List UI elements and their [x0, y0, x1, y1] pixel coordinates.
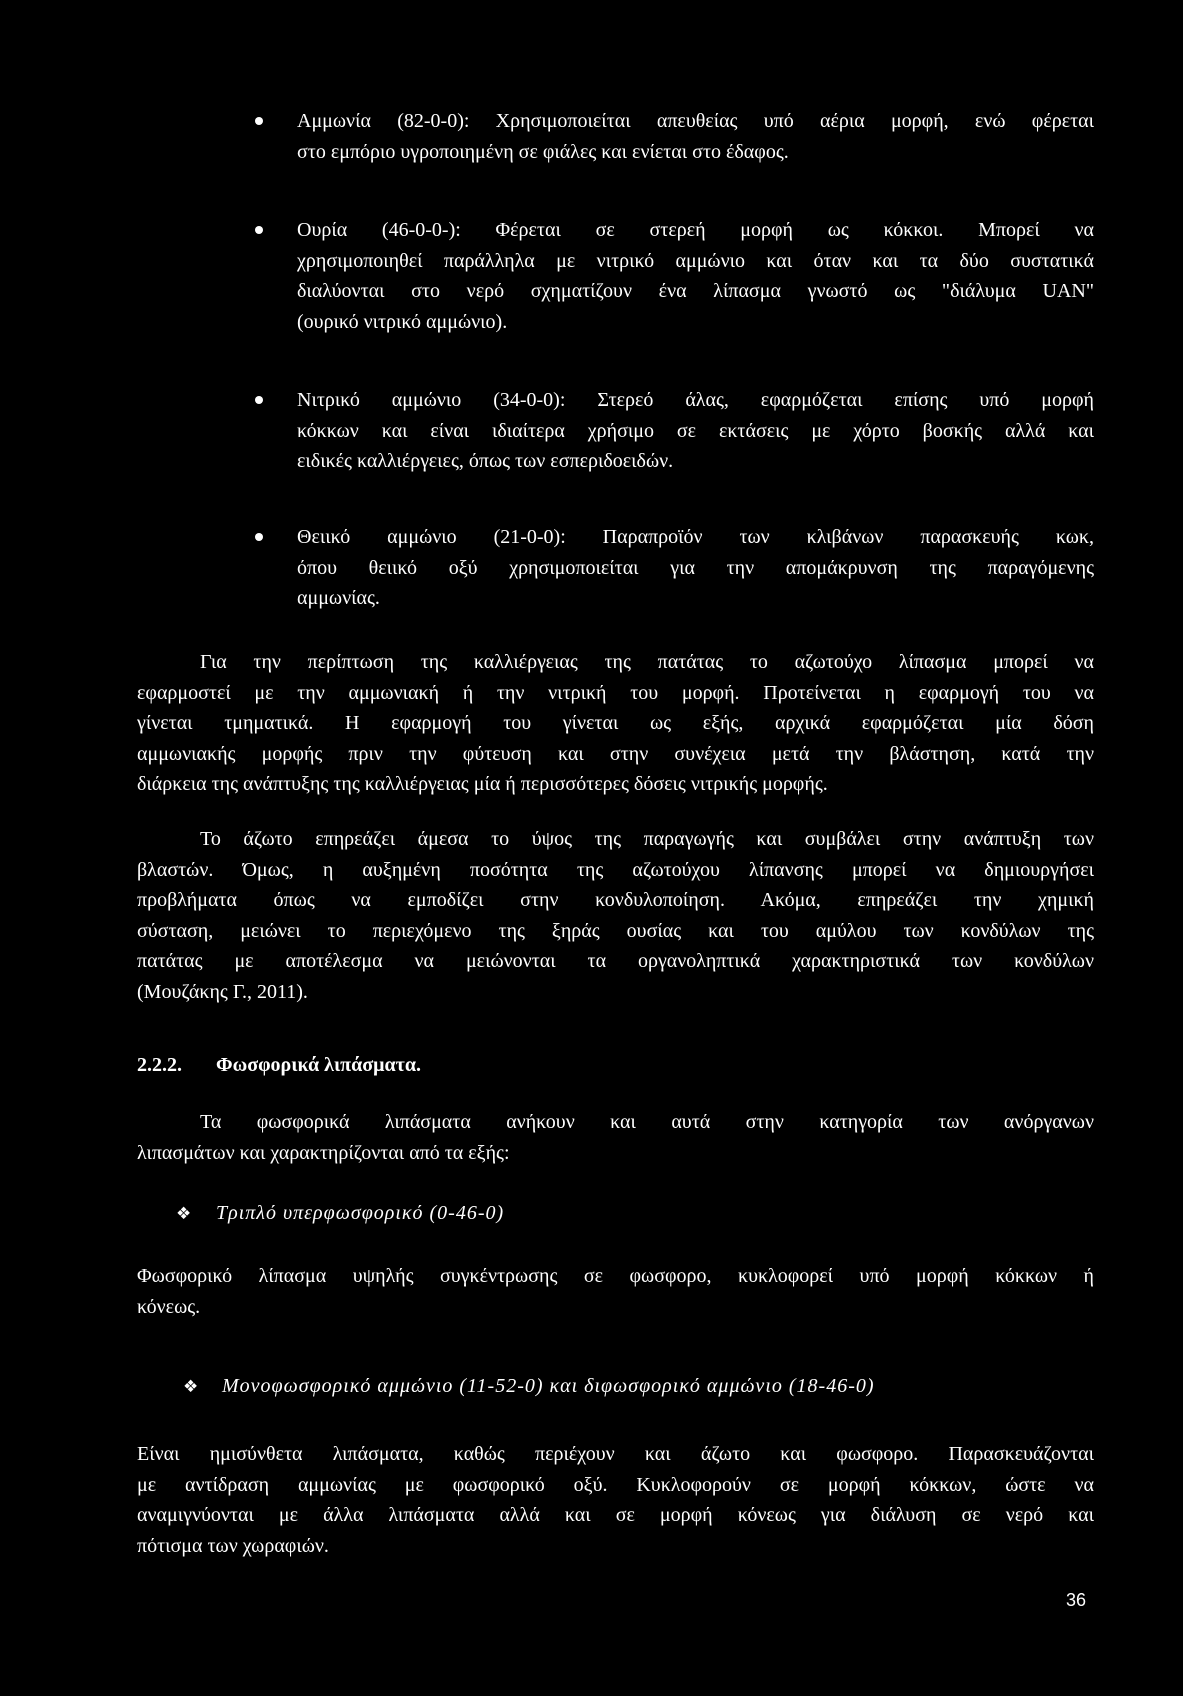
bullet-item-ammonia [297, 106, 1094, 167]
bullet-item-ammonium-nitrate [297, 385, 1094, 477]
subheading-ammonium-phosphates: Μονοφωσφορικό αμμώνιο (11-52-0) και διφωσφορικό αμμώνιο (18-46-0) [222, 1375, 875, 1397]
text-line: προβλήματα όπως να εμποδίζει στην κονδυλοποίηση. Ακόμα, επηρεάζει την χημική [137, 889, 1094, 911]
text-line: γίνεται τμηματικά. Η εφαρμογή του γίνεται ως εξής, αρχικά εφαρμόζεται μία δόση [137, 712, 1094, 734]
page-number: 36 [1066, 1590, 1087, 1610]
bullet-item-ammonium-sulfate [297, 522, 1094, 614]
section-number: 2.2.2. [137, 1054, 182, 1076]
text-line: αμμωνιακής μορφής πριν την φύτευση και στην συνέχεια μετά την βλάστηση, κατά την [137, 742, 1094, 765]
bullet-dot-icon [255, 226, 263, 234]
section-title: Φωσφορικά λιπάσματα. [216, 1054, 422, 1076]
paragraph-nitrogen-effects [137, 824, 1094, 1007]
text-line: κόκκων και είναι ιδιαίτερα χρήσιμο σε εκτάσεις με χόρτο βοσκής αλλά και [297, 419, 1094, 442]
paragraph-ammonium-phosphates [137, 1439, 1094, 1561]
bullet-item-urea [297, 215, 1094, 337]
text-line: στο εμπόριο υγροποιημένη σε φιάλες και ενίεται στο έδαφος. [297, 140, 789, 163]
bullet-dot-icon [255, 117, 263, 125]
text-line: Φωσφορικό λίπασμα υψηλής συγκέντρωσης σε φωσφορο, κυκλοφορεί υπό μορφή κόκκων ή [137, 1265, 1094, 1287]
text-line: διάρκεια της ανάπτυξης της καλλιέργειας μία ή περισσότερες δόσεις νιτρικής μορφής. [137, 773, 828, 795]
text-line: Για την περίπτωση της καλλιέργειας της πατάτας το αζωτούχο λίπασμα μπορεί να [200, 651, 1094, 673]
text-line: εφαρμοστεί με την αμμωνιακή ή την νιτρική του μορφή. Προτείνεται η εφαρμογή του να [137, 681, 1094, 704]
text-line: αναμιγνύονται με άλλα λιπάσματα αλλά και σε μορφή κόνεως για διάλυση σε νερό και [137, 1504, 1094, 1526]
text-line: διαλύονται στο νερό σχηματίζουν ένα λίπασμα γνωστό ως "διάλυμα UAN" [297, 280, 1094, 302]
paragraph-phosphate-intro [137, 1107, 1094, 1168]
diamond-bullet-icon [183, 1371, 198, 1402]
text-line: Είναι ημισύνθετα λιπάσματα, καθώς περιέχουν και άζωτο και φωσφορο. Παρασκευάζονται [137, 1443, 1094, 1465]
text-line: όπου θειικό οξύ χρησιμοποιείται για την απομάκρυνση της παραγόμενης [297, 556, 1094, 579]
text-line: κόνεως. [137, 1295, 201, 1318]
text-line: Νιτρικό αμμώνιο (34-0-0): Στερεό άλας, εφαρμόζεται επίσης υπό μορφή [297, 389, 1094, 411]
text-line: πότισμα των χωραφιών. [137, 1534, 329, 1557]
text-line: σύσταση, μειώνει το περιεχόμενο της ξηράς ουσίας και του αμύλου των κονδύλων της [137, 919, 1094, 942]
text-line: βλαστών. Όμως, η αυξημένη ποσότητα της αζωτούχου λίπανσης μπορεί να δημιουργήσει [137, 858, 1094, 881]
text-line: (Μουζάκης Γ., 2011). [137, 980, 308, 1003]
text-line: Αμμωνία (82-0-0): Χρησιμοποιείται απευθείας υπό αέρια μορφή, ενώ φέρεται [297, 110, 1094, 132]
text-line: με αντίδραση αμμωνίας με φωσφορικό οξύ. Κυκλοφορούν σε μορφή κόκκων, ώστε να [137, 1473, 1094, 1496]
text-line: λιπασμάτων και χαρακτηρίζονται από τα εξής: [137, 1141, 510, 1164]
text-line: αμμωνίας. [297, 587, 380, 609]
text-line: χρησιμοποιηθεί παράλληλα με νιτρικό αμμώνιο και όταν και τα δύο συστατικά [297, 249, 1094, 272]
subheading-triple-superphosphate: Τριπλό υπερφωσφορικό (0-46-0) [216, 1202, 505, 1224]
text-line: ειδικές καλλιέργειες, όπως των εσπεριδοειδών. [297, 450, 674, 472]
text-line: Θειικό αμμώνιο (21-0-0): Παραπροϊόν των κλιβάνων παρασκευής κωκ, [297, 526, 1094, 548]
paragraph-potato-nitrogen [137, 647, 1094, 800]
text-line: Το άζωτο επηρεάζει άμεσα το ύψος της παραγωγής και συμβάλει στην ανάπτυξη των [200, 828, 1094, 850]
text-line: Ουρία (46-0-0-): Φέρεται σε στερεή μορφή ως κόκκοι. Μπορεί να [297, 219, 1094, 241]
bullet-dot-icon [255, 396, 263, 404]
diamond-bullet-icon [176, 1198, 191, 1229]
bullet-dot-icon [255, 533, 263, 541]
text-line: Τα φωσφορικά λιπάσματα ανήκουν και αυτά στην κατηγορία των ανόργανων [200, 1111, 1094, 1133]
text-line: (ουρικό νιτρικό αμμώνιο). [297, 310, 508, 333]
paragraph-triple-superphosphate [137, 1261, 1094, 1322]
text-line: πατάτας με αποτέλεσμα να μειώνονται τα οργανοληπτικά χαρακτηριστικά των κονδύλων [137, 950, 1094, 972]
